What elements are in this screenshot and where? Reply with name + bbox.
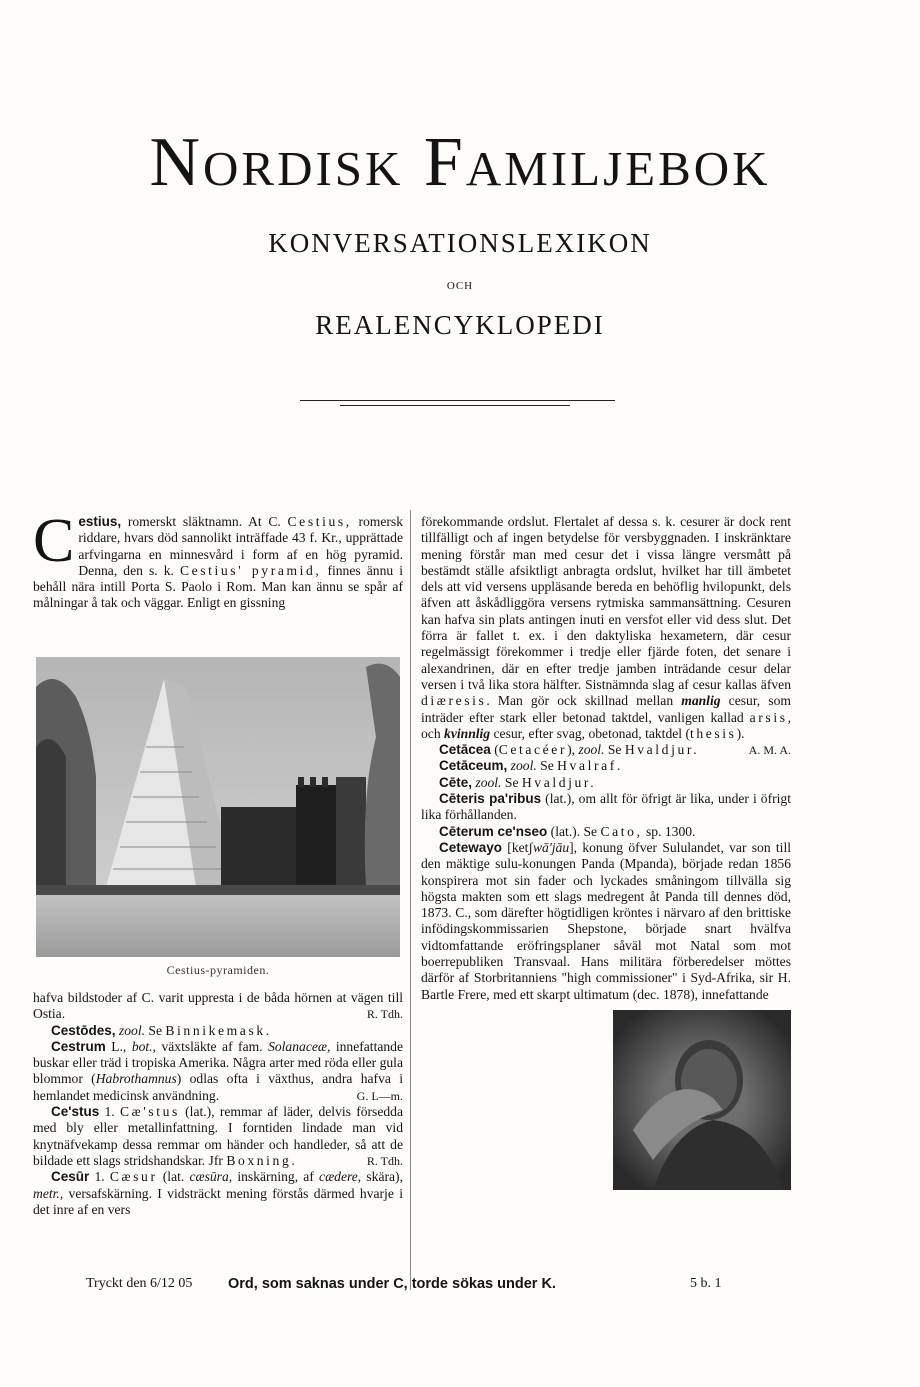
headword-cete: Cēte, — [439, 774, 473, 790]
pyramid-caption: Cestius-pyramiden. — [166, 963, 270, 977]
entry-cestius: Cestius, romerskt släktnamn. At C. Cestius, romersk riddare, hvars död sannolikt inträffade 43 f. Kr., upprättade arfvingarna en minnesvård i form af en hög pyramid. Denna, den s. k. Cestius' pyramid, finnes ännu i behåll nära intill Porta S. Paolo i Rom. Man kan ännu se spår af målningar å tak och väggar. Enligt en gissning — [33, 507, 403, 611]
signature: R. Tdh. — [366, 1007, 403, 1022]
signature: G. L—m. — [356, 1088, 403, 1103]
subtitle-connector: OCH — [446, 280, 474, 292]
signature: R. Tdh. — [366, 1153, 403, 1168]
headword-ceterum-censeo: Cēterum ce'nseo — [439, 823, 548, 839]
title-rule-long — [300, 400, 615, 401]
entry-ceterum-censeo: Cēterum ce'nseo (lat.). Se Cato, sp. 1300. — [439, 823, 696, 839]
headword-cestus: Ce'stus — [51, 1104, 100, 1120]
headword-cestodes: Cestōdes, — [51, 1022, 116, 1038]
entry-cestodes: Cestōdes, zool. Se Binnikemask. — [51, 1022, 272, 1038]
headword-ceteris-paribus: Cēteris pa'ribus — [439, 791, 542, 807]
entry-cestus: Ce'stus 1. Cæ'stus (lat.), remmar af läder, delvis försedda med bly eller metallinfattning. I forntiden lindade man vid knytnäfvekamp dessa remmar om händer och handleder, så att de bildade ett slags stridshandskar. Jfr Boxning. R. Tdh. — [33, 1104, 403, 1168]
entry-cetewayo: Cetewayo [ketʃwā'jāu], konung öfver Sululandet, var son till den mäktige sulu-konungen Panda (Mpanda), började redan 1856 konspirera mot sin fader och lyckades småningom tillvälla sig högsta makten som ett slags medregent åt Panda till dennes död, 1873. C., som därefter högtidligen kröntes i närvaro af den brittiske infödingskommissarien Shepstone, började snart hvälfva vidtomfattande eröfringsplaner såväl mot Natal som mot boerrepubliken Transvaal. Hans militära förberedelser möttes därför af Storbritanniens "high commissioner" i Syd-Afrika, sir H. Bartle Frere, med ett skarpt ultimatum (dec. 1878), innefattande — [421, 840, 791, 1003]
cetewayo-portrait-frame — [613, 1010, 791, 1190]
signature: A. M. A. — [748, 743, 791, 758]
left-column-top — [33, 507, 403, 612]
entry-cete: Cēte, zool. Se Hvaldjur. — [439, 774, 597, 790]
sheet-number: 5 b. 1 — [690, 1276, 722, 1291]
headword-cestius: estius, — [78, 514, 122, 529]
entry-cestrum: Cestrum L., bot., växtsläkte af fam. Solanaceæ, innefattande buskar eller träd i tropiska Amerika. Några arter med röda eller gula blommor (Habrothamnus) odlas ofta i växthus, andra hafva i hemlandet medicinsk användning. G. L—m. — [33, 1038, 404, 1103]
headword-cestrum: Cestrum — [51, 1038, 106, 1054]
cetewayo-portrait-photo — [613, 1010, 791, 1190]
entry-cetaceum: Cetāceum, zool. Se Hvalraf. — [439, 758, 623, 774]
entry-cestius-continued: hafva bildstoder af C. varit uppresta i de båda hörnen at vägen till Ostia. R. Tdh. — [33, 990, 403, 1022]
headword-cetacea: Cetācea — [439, 742, 491, 758]
entry-ceteris-paribus: Cēteris pa'ribus (lat.), om allt för öfrigt är lika, under i öfrigt lika förhållanden. — [421, 791, 791, 823]
entry-cetacea: Cetācea (Cetacéer), zool. Se Hvaldjur. — [439, 742, 700, 758]
left-column-bottom — [33, 990, 403, 1218]
entry-cesur: Cesūr 1. Cæsur (lat. cæsūra, inskärning, af cædere, skära), metr., versafskärning. I vidsträckt mening förstås därmed hvarje i det inre af en vers — [33, 1169, 403, 1217]
entry-cesur-continued: förekommande ordslut. Flertalet af dessa s. k. cesurer är dock rent tillfälligt och af ingen betydelse för versbyggnaden. I inskränktare mening förstår man med cesur det i vissa längre versmått på bestämdt ställe afsiktligt anbragta ordslut, hvilket har till ämbetet dels att vid versens uppläsande bereda en behöflig hvilopunkt, dels äfven att åskådliggöra versens rytmiska sammansättning. Cesuren kan hafva sin plats antingen inuti en versfot eller vid dess slut. Det förra är fallet t. ex. i den daktyliska hexametern, där cesur regelmässigt förekommer i tredje eller fjärde foten, det senare i alexandrinen, där en efter tredje jamben inträdande cesur delar versen i två lika stora hälfter. Sistnämnda slag af cesur kallas äfven diæresis. Man gör ock skillnad mellan manlig cesur, som inträder efter stark eller betonad taktdel, vanligen kallad arsis, och kvinnlig cesur, efter svag, obetonad, taktdel (thesis). A. M. A. — [421, 514, 791, 758]
subtitle-realencyklopedi: REALENCYKLOPEDI — [315, 310, 605, 340]
dropcap-letter: C — [33, 507, 75, 575]
pyramid-illustration — [36, 657, 400, 957]
headword-cetewayo: Cetewayo — [439, 839, 503, 855]
footer-note: Ord, som saknas under C, torde sökas under K. — [228, 1276, 556, 1292]
page-title: Nordisk Familjebok — [149, 124, 771, 201]
print-date: Tryckt den 6/12 05 — [86, 1276, 193, 1291]
subtitle-konversationslexikon: KONVERSATIONSLEXIKON — [268, 228, 652, 258]
title-rule-short — [340, 405, 570, 406]
headword-cetaceum: Cetāceum, — [439, 758, 508, 774]
headword-cesur: Cesūr — [51, 1169, 90, 1185]
column-divider — [410, 510, 411, 1290]
cestius-pyramid-photo — [36, 657, 400, 957]
